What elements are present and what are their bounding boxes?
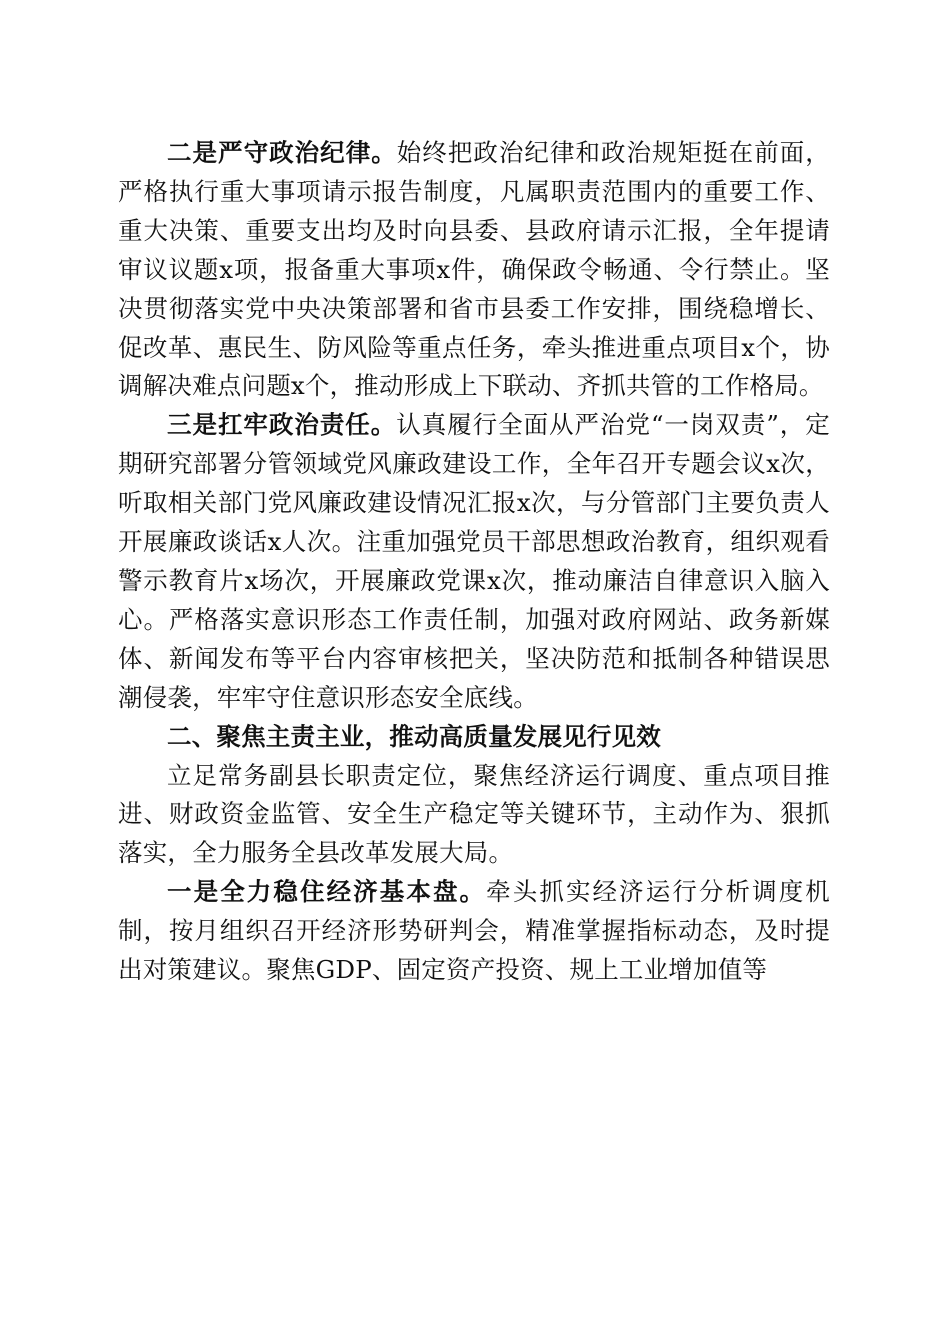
paragraph-lead: 二是严守政治纪律。 [167, 138, 397, 167]
paragraph-political-discipline [118, 134, 830, 406]
paragraph-political-responsibility [118, 406, 830, 717]
paragraph-body: 牵头抓实经济运行分析调度机制，按月组织召开经济形势研判会，精准掌握指标动态，及时提出对策建议。聚焦GDP、固定资产投资、规上工业增加值等 [118, 877, 830, 985]
paragraph-stabilize-economy [118, 873, 830, 990]
paragraph-lead: 三是扛牢政治责任。 [167, 410, 397, 440]
section-intro: 立足常务副县长职责定位，聚焦经济运行调度、重点项目推进、财政资金监管、安全生产稳定等关键环节，主动作为、狠抓落实，全力服务全县改革发展大局。 [118, 760, 830, 868]
section-heading: 二、聚焦主责主业，推动高质量发展见行见效 [167, 721, 661, 751]
paragraph-body: 始终把政治纪律和政治规矩挺在前面，严格执行重大事项请示报告制度，凡属职责范围内的重要工作、重大决策、重要支出均及时向县委、县政府请示汇报，全年提请审议议题x项，报备重大事项x件，确保政令畅通、令行禁止。坚决贯彻落实党中央决策部署和省市县委工作安排，围绕稳增长、促改革、惠民生、防风险等重点任务，牵头推进重点项目x个，协调解决难点问题x个，推动形成上下联动、齐抓共管的工作格局。 [118, 138, 830, 401]
paragraph-lead: 一是全力稳住经济基本盘。 [167, 877, 487, 907]
paragraph-body: 认真履行全面从严治党“一岗双责”，定期研究部署分管领域党风廉政建设工作，全年召开专题会议x次，听取相关部门党风廉政建设情况汇报x次，与分管部门主要负责人开展廉政谈话x人次。注重加强党员干部思想政治教育，组织观看警示教育片x场次，开展廉政党课x次，推动廉洁自律意识入脑入心。严格落实意识形态工作责任制，加强对政府网站、政务新媒体、新闻发布等平台内容审核把关，坚决防范和抵制各种错误思潮侵袭，牢牢守住意识形态安全底线。 [118, 410, 830, 712]
document-page [118, 134, 830, 990]
